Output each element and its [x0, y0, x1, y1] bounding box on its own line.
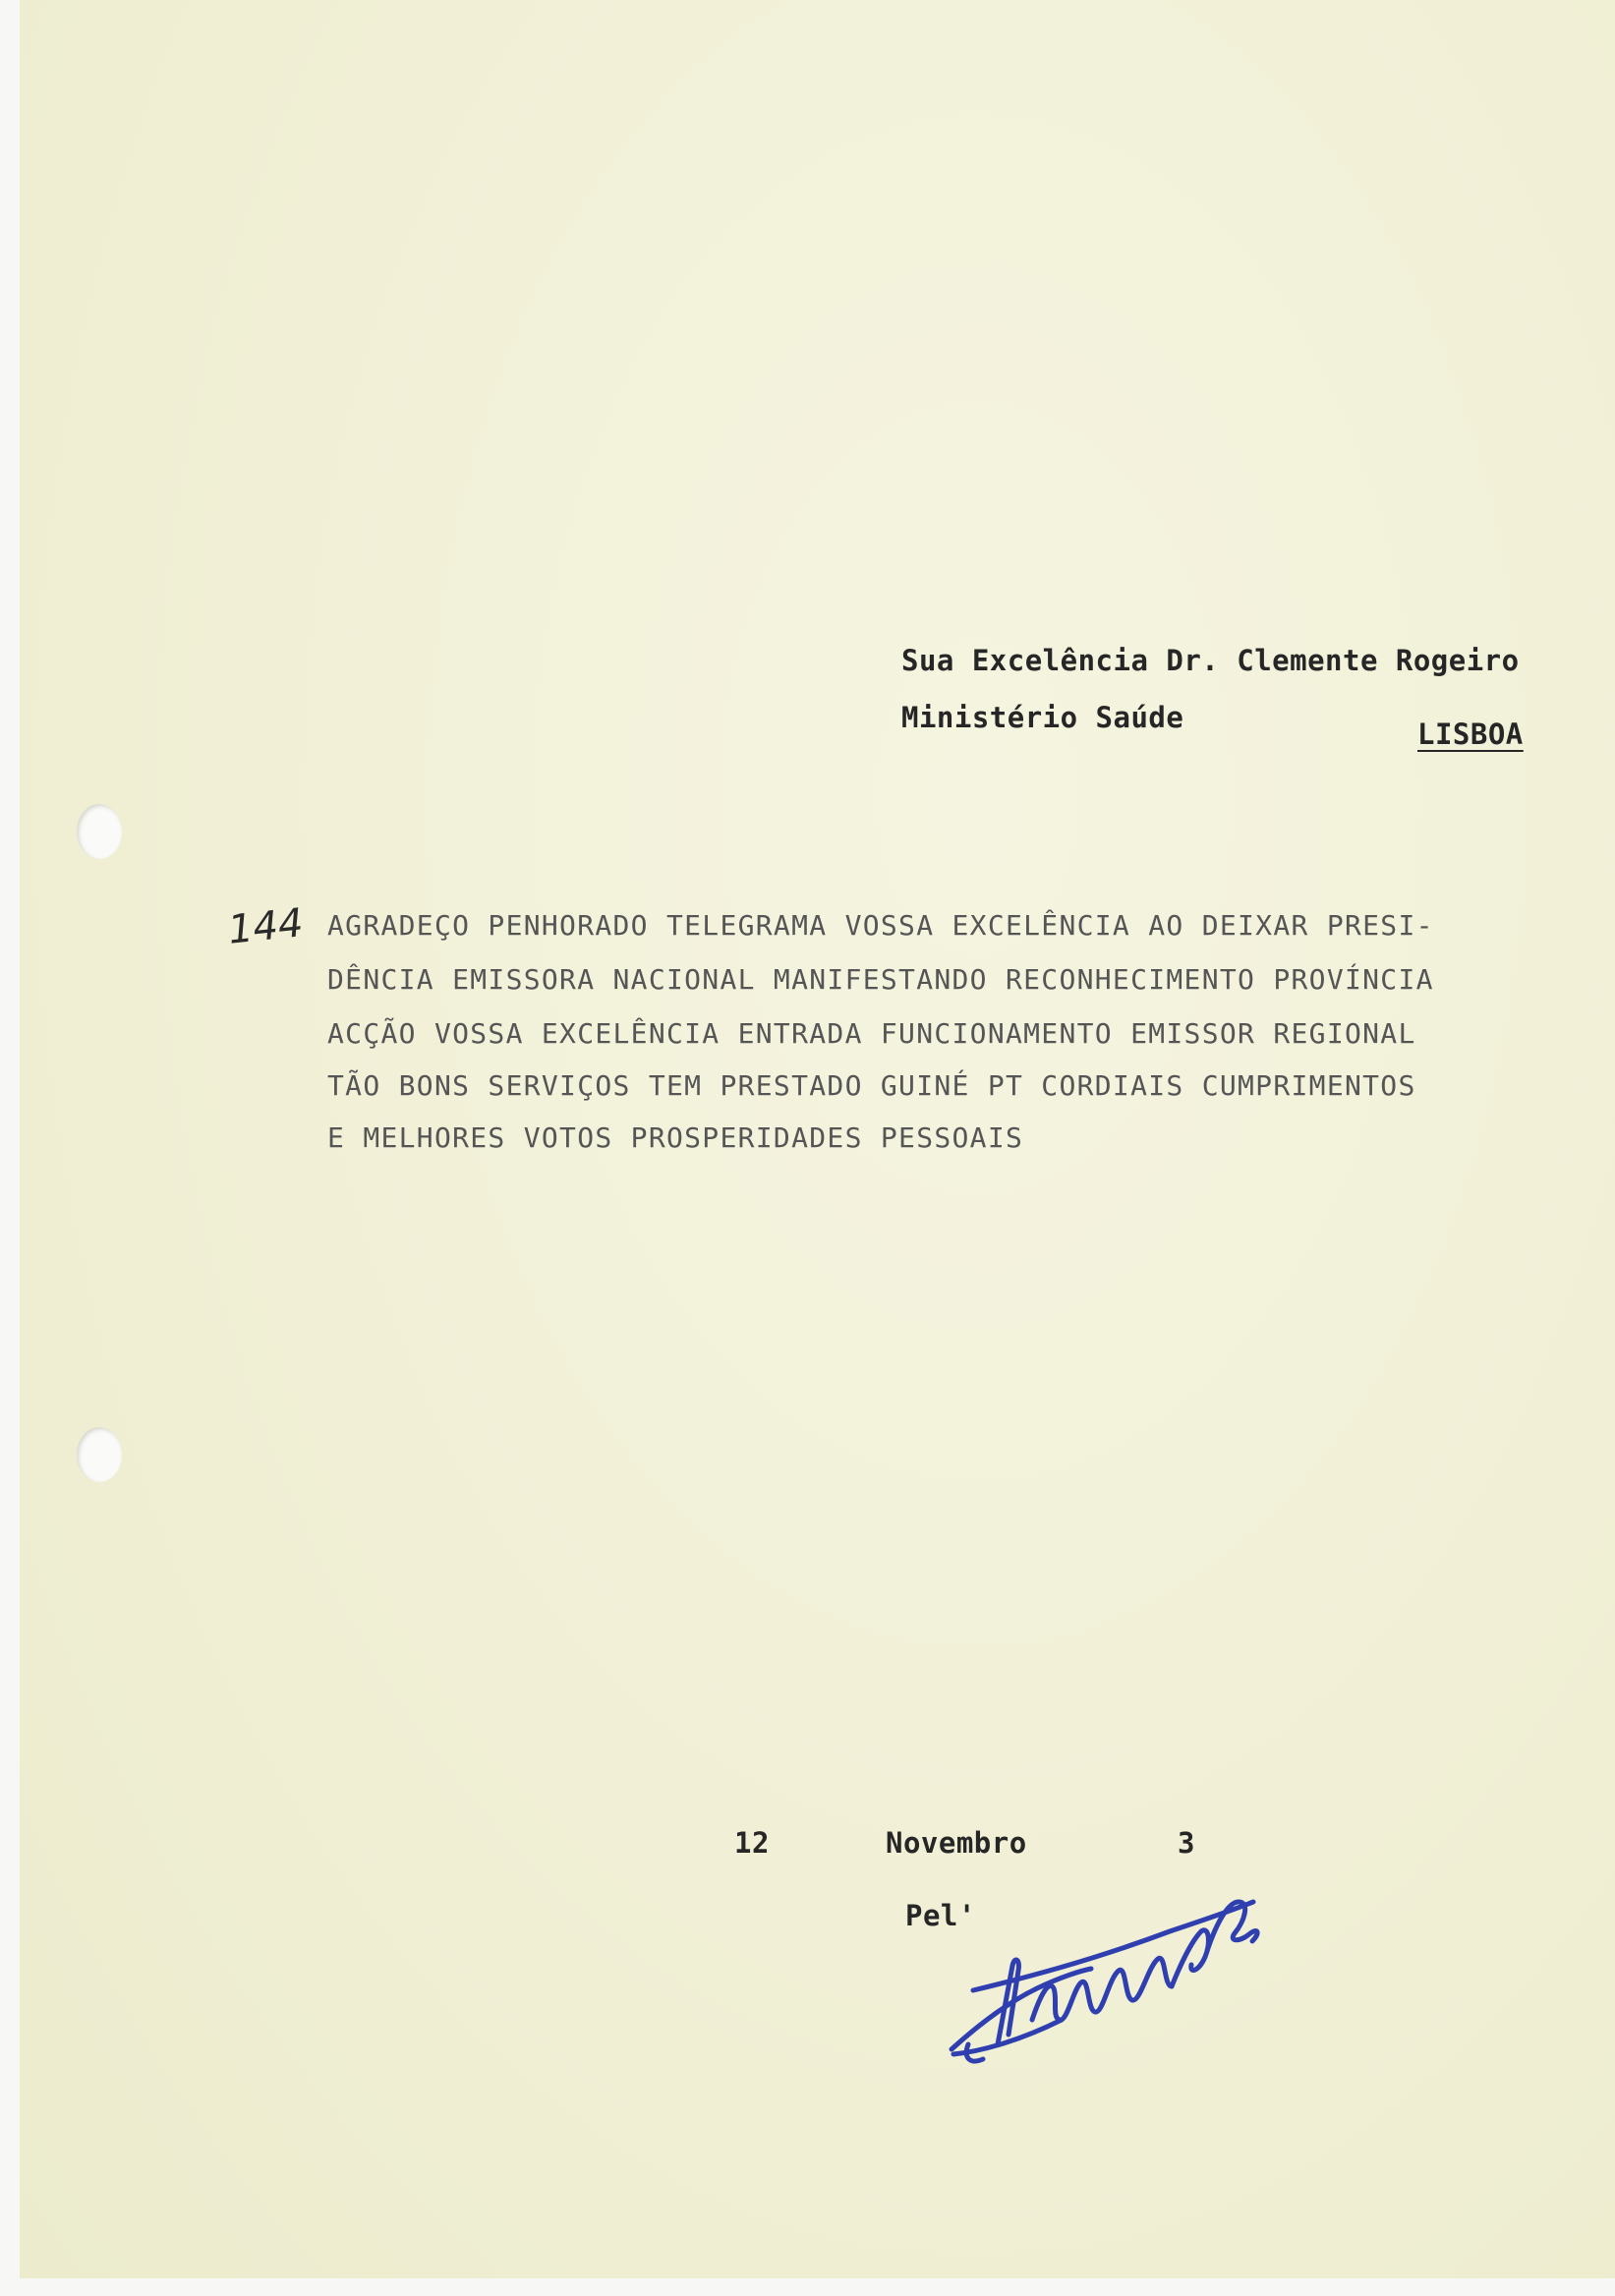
message-line: AGRADEÇO PENHORADO TELEGRAMA VOSSA EXCELÊNCIA AO DEIXAR PRESI- — [327, 909, 1434, 942]
handwritten-reference-number: 144 — [225, 900, 306, 953]
message-line: E MELHORES VOTOS PROSPERIDADES PESSOAIS — [327, 1121, 1024, 1154]
recipient-name: Sua Excelência Dr. Clemente Rogeiro — [901, 644, 1520, 677]
date-day: 12 — [734, 1826, 770, 1860]
message-line: ACÇÃO VOSSA EXCELÊNCIA ENTRADA FUNCIONAMENTO EMISSOR REGIONAL — [327, 1017, 1416, 1050]
recipient-ministry: Ministério Saúde — [901, 701, 1184, 734]
scan-left-margin — [0, 0, 20, 2296]
recipient-city: LISBOA — [1417, 718, 1524, 751]
date-month: Novembro — [886, 1826, 1027, 1860]
signoff-text: Pel' — [905, 1899, 976, 1932]
date-year: 3 — [1178, 1826, 1195, 1860]
message-line: DÊNCIA EMISSORA NACIONAL MANIFESTANDO RECONHECIMENTO PROVÍNCIA — [327, 963, 1434, 996]
scan-bottom-margin — [0, 2278, 1615, 2296]
punch-hole-upper — [77, 804, 122, 859]
message-line: TÃO BONS SERVIÇOS TEM PRESTADO GUINÉ PT CORDIAIS CUMPRIMENTOS — [327, 1069, 1416, 1102]
punch-hole-lower — [77, 1427, 122, 1482]
handwritten-signature — [944, 1872, 1268, 2079]
